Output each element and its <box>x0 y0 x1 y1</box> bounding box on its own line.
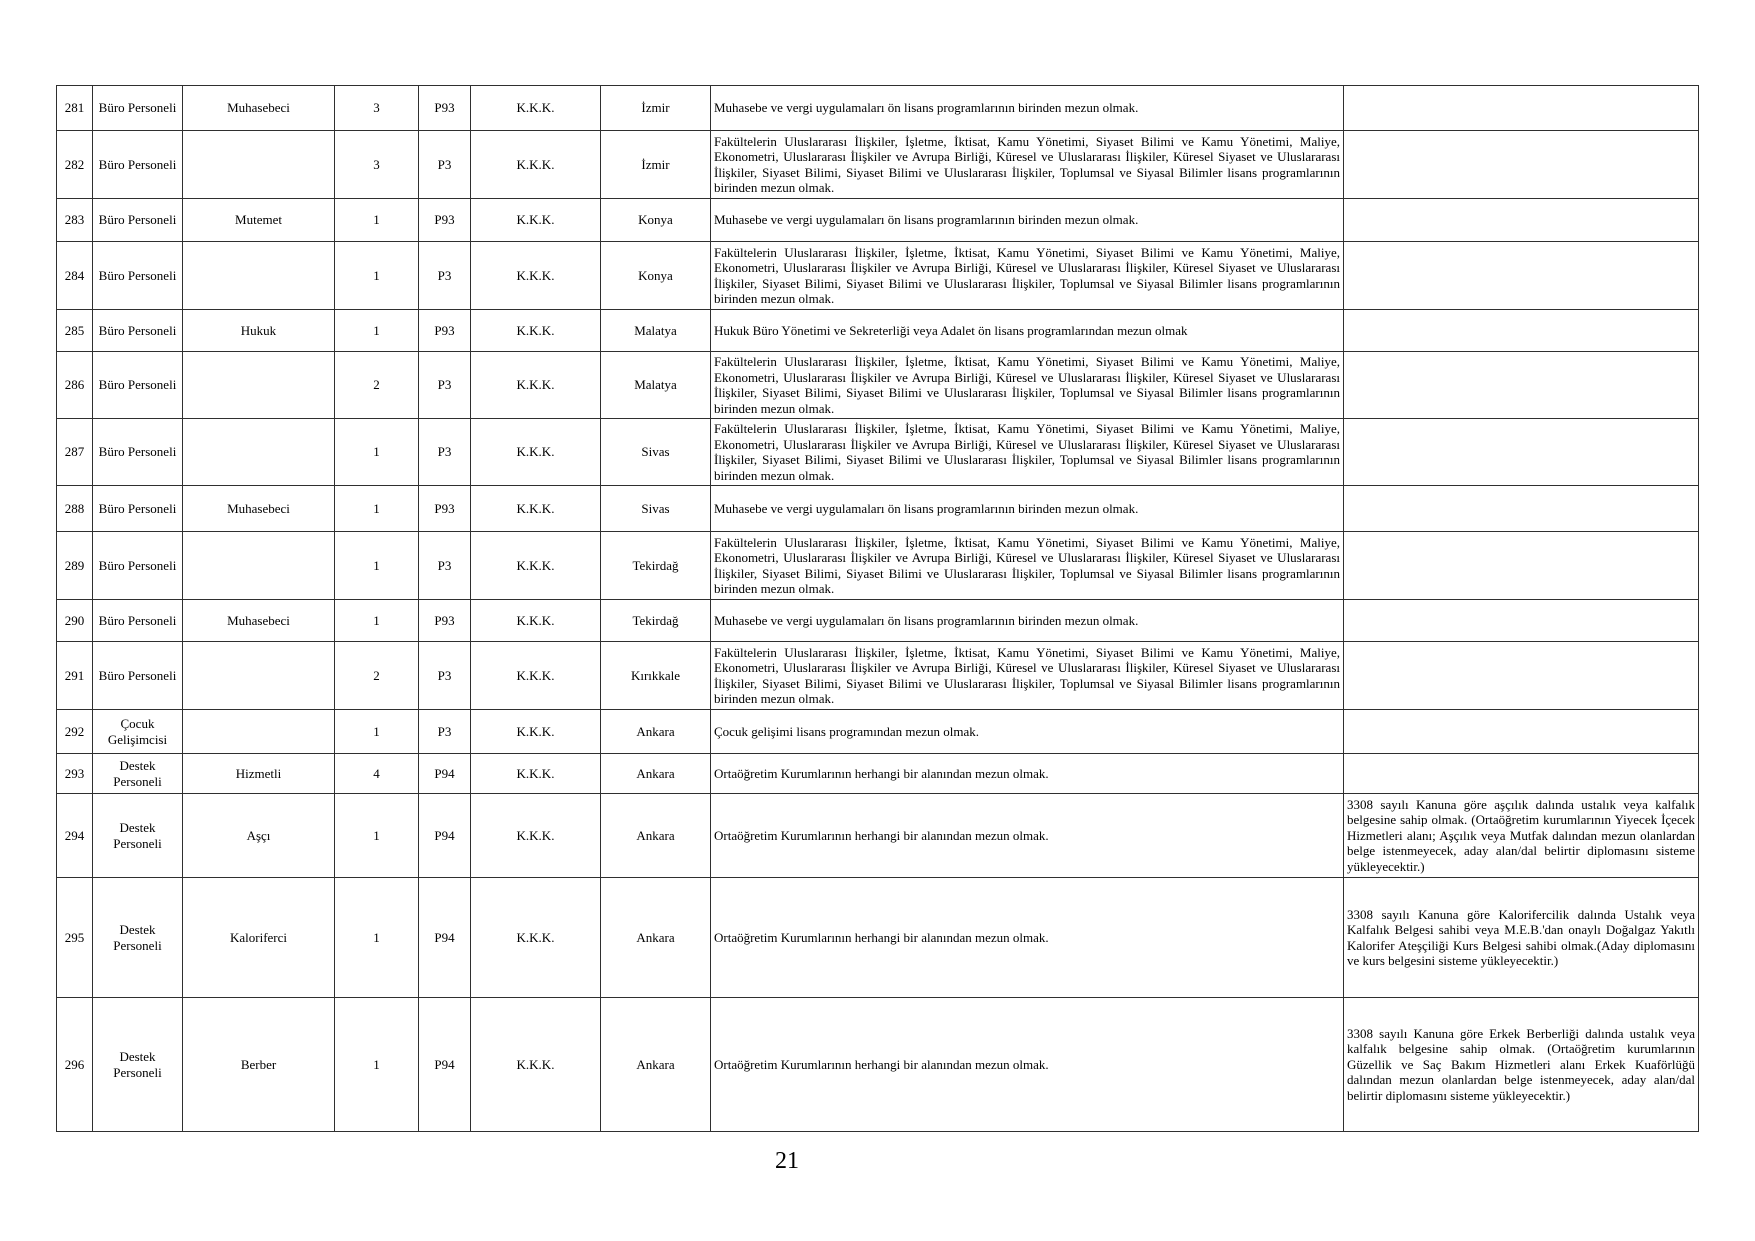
cell-note <box>1344 419 1699 486</box>
cell-title: Aşçı <box>183 794 335 878</box>
cell-requirement: Ortaöğretim Kurumlarının herhangi bir alanından mezun olmak. <box>711 754 1344 794</box>
cell-exam-code: P93 <box>419 199 471 242</box>
page-number: 21 <box>775 1148 799 1174</box>
cell-count: 1 <box>335 878 419 998</box>
cell-requirement: Muhasebe ve vergi uygulamaları ön lisans programlarının birinden mezun olmak. <box>711 486 1344 532</box>
cell-exam-code: P3 <box>419 131 471 199</box>
cell-title: Hizmetli <box>183 754 335 794</box>
cell-row-number: 285 <box>57 310 93 352</box>
cell-requirement: Çocuk gelişimi lisans programından mezun olmak. <box>711 710 1344 754</box>
cell-institution: K.K.K. <box>471 998 601 1132</box>
cell-requirement: Ortaöğretim Kurumlarının herhangi bir alanından mezun olmak. <box>711 794 1344 878</box>
cell-requirement: Fakültelerin Uluslararası İlişkiler, İşletme, İktisat, Kamu Yönetimi, Siyaset Bilimi ve Kamu Yönetimi, Maliye, Ekonometri, Uluslararası İlişkiler ve Avrupa Birliği, Küresel ve Uluslararası İlişkiler, Küresel Siyaset ve Uluslararası İlişkiler, Siyaset Bilimi, Siyaset Bilimi ve Uluslararası İlişkiler, Toplumsal ve Siyasal Bilimler lisans programlarının birinden mezun olmak. <box>711 352 1344 419</box>
cell-institution: K.K.K. <box>471 532 601 600</box>
cell-row-number: 293 <box>57 754 93 794</box>
cell-row-number: 288 <box>57 486 93 532</box>
cell-institution: K.K.K. <box>471 878 601 998</box>
cell-count: 1 <box>335 532 419 600</box>
cell-row-number: 291 <box>57 642 93 710</box>
cell-requirement: Fakültelerin Uluslararası İlişkiler, İşletme, İktisat, Kamu Yönetimi, Siyaset Bilimi ve Kamu Yönetimi, Maliye, Ekonometri, Uluslararası İlişkiler ve Avrupa Birliği, Küresel ve Uluslararası İlişkiler, Küresel Siyaset ve Uluslararası İlişkiler, Siyaset Bilimi, Siyaset Bilimi ve Uluslararası İlişkiler, Toplumsal ve Siyasal Bilimler lisans programlarının birinden mezun olmak. <box>711 532 1344 600</box>
cell-exam-code: P3 <box>419 352 471 419</box>
cell-institution: K.K.K. <box>471 352 601 419</box>
cell-position: Büro Personeli <box>93 419 183 486</box>
cell-city: Malatya <box>601 310 711 352</box>
cell-city: Ankara <box>601 754 711 794</box>
cell-row-number: 294 <box>57 794 93 878</box>
cell-count: 1 <box>335 242 419 310</box>
cell-requirement: Fakültelerin Uluslararası İlişkiler, İşletme, İktisat, Kamu Yönetimi, Siyaset Bilimi ve Kamu Yönetimi, Maliye, Ekonometri, Uluslararası İlişkiler ve Avrupa Birliği, Küresel ve Uluslararası İlişkiler, Küresel Siyaset ve Uluslararası İlişkiler, Siyaset Bilimi, Siyaset Bilimi ve Uluslararası İlişkiler, Toplumsal ve Siyasal Bilimler lisans programlarının birinden mezun olmak. <box>711 642 1344 710</box>
cell-exam-code: P3 <box>419 419 471 486</box>
cell-city: Tekirdağ <box>601 600 711 642</box>
cell-city: Tekirdağ <box>601 532 711 600</box>
cell-count: 3 <box>335 131 419 199</box>
cell-position: Çocuk Gelişimcisi <box>93 710 183 754</box>
cell-requirement: Fakültelerin Uluslararası İlişkiler, İşletme, İktisat, Kamu Yönetimi, Siyaset Bilimi ve Kamu Yönetimi, Maliye, Ekonometri, Uluslararası İlişkiler ve Avrupa Birliği, Küresel ve Uluslararası İlişkiler, Küresel Siyaset ve Uluslararası İlişkiler, Siyaset Bilimi, Siyaset Bilimi ve Uluslararası İlişkiler, Toplumsal ve Siyasal Bilimler lisans programlarının birinden mezun olmak. <box>711 131 1344 199</box>
cell-note <box>1344 242 1699 310</box>
cell-exam-code: P94 <box>419 878 471 998</box>
cell-note <box>1344 86 1699 131</box>
cell-note: 3308 sayılı Kanuna göre Kalorifercilik dalında Ustalık veya Kalfalık Belgesi sahibi veya M.E.B.'dan onaylı Doğalgaz Yakıtlı Kalorifer Ateşçiliği Kurs Belgesi sahibi olmak.(Aday diplomasını ve kurs belgesini sisteme yükleyecektir.) <box>1344 878 1699 998</box>
cell-exam-code: P3 <box>419 710 471 754</box>
cell-requirement: Muhasebe ve vergi uygulamaları ön lisans programlarının birinden mezun olmak. <box>711 86 1344 131</box>
cell-count: 2 <box>335 642 419 710</box>
table-row <box>57 86 1699 131</box>
table-row <box>57 199 1699 242</box>
cell-requirement: Muhasebe ve vergi uygulamaları ön lisans programlarının birinden mezun olmak. <box>711 199 1344 242</box>
cell-note <box>1344 642 1699 710</box>
table-row <box>57 310 1699 352</box>
table-row <box>57 878 1699 998</box>
cell-city: İzmir <box>601 86 711 131</box>
positions-table <box>56 85 1699 1132</box>
table-row <box>57 352 1699 419</box>
cell-city: Kırıkkale <box>601 642 711 710</box>
cell-exam-code: P3 <box>419 642 471 710</box>
cell-title <box>183 131 335 199</box>
cell-institution: K.K.K. <box>471 310 601 352</box>
cell-row-number: 286 <box>57 352 93 419</box>
cell-position: Büro Personeli <box>93 352 183 419</box>
cell-title <box>183 242 335 310</box>
cell-note <box>1344 199 1699 242</box>
cell-requirement: Fakültelerin Uluslararası İlişkiler, İşletme, İktisat, Kamu Yönetimi, Siyaset Bilimi ve Kamu Yönetimi, Maliye, Ekonometri, Uluslararası İlişkiler ve Avrupa Birliği, Küresel ve Uluslararası İlişkiler, Küresel Siyaset ve Uluslararası İlişkiler, Siyaset Bilimi, Siyaset Bilimi ve Uluslararası İlişkiler, Toplumsal ve Siyasal Bilimler lisans programlarının birinden mezun olmak. <box>711 242 1344 310</box>
cell-institution: K.K.K. <box>471 642 601 710</box>
cell-row-number: 295 <box>57 878 93 998</box>
cell-row-number: 284 <box>57 242 93 310</box>
cell-city: Ankara <box>601 878 711 998</box>
cell-requirement: Muhasebe ve vergi uygulamaları ön lisans programlarının birinden mezun olmak. <box>711 600 1344 642</box>
cell-row-number: 290 <box>57 600 93 642</box>
cell-note <box>1344 600 1699 642</box>
cell-position: Destek Personeli <box>93 998 183 1132</box>
cell-exam-code: P93 <box>419 86 471 131</box>
table-body <box>57 86 1699 1132</box>
cell-note <box>1344 310 1699 352</box>
cell-position: Büro Personeli <box>93 486 183 532</box>
cell-title <box>183 710 335 754</box>
cell-institution: K.K.K. <box>471 754 601 794</box>
cell-note <box>1344 131 1699 199</box>
cell-note: 3308 sayılı Kanuna göre Erkek Berberliği dalında ustalık veya kalfalık belgesine sahip olmak. (Ortaöğretim kurumlarının Güzellik ve Saç Bakım Hizmetleri alanı Erkek Kuaförlüğü dalından mezun olanlardan belge istenmeyecek, aday alan/dal belirtir diplomasını sisteme yükleyecektir.) <box>1344 998 1699 1132</box>
table-row <box>57 754 1699 794</box>
table-row <box>57 532 1699 600</box>
cell-city: Konya <box>601 242 711 310</box>
cell-row-number: 282 <box>57 131 93 199</box>
cell-city: Sivas <box>601 486 711 532</box>
cell-title: Muhasebeci <box>183 600 335 642</box>
cell-institution: K.K.K. <box>471 86 601 131</box>
cell-position: Büro Personeli <box>93 600 183 642</box>
table-row <box>57 419 1699 486</box>
cell-institution: K.K.K. <box>471 199 601 242</box>
table-row <box>57 998 1699 1132</box>
cell-count: 2 <box>335 352 419 419</box>
table-row <box>57 710 1699 754</box>
table-row <box>57 600 1699 642</box>
cell-row-number: 283 <box>57 199 93 242</box>
cell-title: Muhasebeci <box>183 86 335 131</box>
cell-exam-code: P94 <box>419 754 471 794</box>
cell-title: Muhasebeci <box>183 486 335 532</box>
cell-city: Ankara <box>601 998 711 1132</box>
cell-institution: K.K.K. <box>471 710 601 754</box>
cell-exam-code: P93 <box>419 310 471 352</box>
cell-position: Büro Personeli <box>93 86 183 131</box>
cell-exam-code: P93 <box>419 600 471 642</box>
cell-title: Hukuk <box>183 310 335 352</box>
cell-note <box>1344 486 1699 532</box>
cell-city: Ankara <box>601 710 711 754</box>
table-row <box>57 131 1699 199</box>
cell-city: Sivas <box>601 419 711 486</box>
cell-city: Konya <box>601 199 711 242</box>
cell-note <box>1344 352 1699 419</box>
cell-row-number: 289 <box>57 532 93 600</box>
cell-title <box>183 419 335 486</box>
cell-title <box>183 352 335 419</box>
table-row <box>57 486 1699 532</box>
cell-title: Mutemet <box>183 199 335 242</box>
cell-row-number: 281 <box>57 86 93 131</box>
cell-note <box>1344 710 1699 754</box>
cell-note <box>1344 754 1699 794</box>
cell-position: Büro Personeli <box>93 642 183 710</box>
cell-title: Kaloriferci <box>183 878 335 998</box>
cell-exam-code: P94 <box>419 794 471 878</box>
cell-position: Destek Personeli <box>93 878 183 998</box>
cell-city: Malatya <box>601 352 711 419</box>
cell-institution: K.K.K. <box>471 486 601 532</box>
cell-exam-code: P93 <box>419 486 471 532</box>
cell-row-number: 287 <box>57 419 93 486</box>
cell-title: Berber <box>183 998 335 1132</box>
cell-position: Büro Personeli <box>93 532 183 600</box>
cell-position: Destek Personeli <box>93 794 183 878</box>
cell-row-number: 296 <box>57 998 93 1132</box>
cell-count: 1 <box>335 998 419 1132</box>
cell-city: Ankara <box>601 794 711 878</box>
cell-institution: K.K.K. <box>471 131 601 199</box>
cell-count: 1 <box>335 199 419 242</box>
cell-count: 1 <box>335 710 419 754</box>
table-row <box>57 642 1699 710</box>
cell-institution: K.K.K. <box>471 794 601 878</box>
cell-institution: K.K.K. <box>471 600 601 642</box>
cell-count: 1 <box>335 419 419 486</box>
table-row <box>57 794 1699 878</box>
cell-city: İzmir <box>601 131 711 199</box>
cell-requirement: Fakültelerin Uluslararası İlişkiler, İşletme, İktisat, Kamu Yönetimi, Siyaset Bilimi ve Kamu Yönetimi, Maliye, Ekonometri, Uluslararası İlişkiler ve Avrupa Birliği, Küresel ve Uluslararası İlişkiler, Küresel Siyaset ve Uluslararası İlişkiler, Siyaset Bilimi, Siyaset Bilimi ve Uluslararası İlişkiler, Toplumsal ve Siyasal Bilimler lisans programlarının birinden mezun olmak. <box>711 419 1344 486</box>
cell-position: Büro Personeli <box>93 131 183 199</box>
cell-title <box>183 642 335 710</box>
cell-exam-code: P3 <box>419 532 471 600</box>
cell-position: Büro Personeli <box>93 242 183 310</box>
cell-position: Büro Personeli <box>93 310 183 352</box>
cell-title <box>183 532 335 600</box>
table-row <box>57 242 1699 310</box>
cell-position: Büro Personeli <box>93 199 183 242</box>
cell-position: Destek Personeli <box>93 754 183 794</box>
cell-count: 1 <box>335 794 419 878</box>
cell-institution: K.K.K. <box>471 242 601 310</box>
cell-requirement: Hukuk Büro Yönetimi ve Sekreterliği veya Adalet ön lisans programlarından mezun olmak <box>711 310 1344 352</box>
cell-requirement: Ortaöğretim Kurumlarının herhangi bir alanından mezun olmak. <box>711 998 1344 1132</box>
cell-exam-code: P94 <box>419 998 471 1132</box>
cell-count: 4 <box>335 754 419 794</box>
cell-count: 1 <box>335 600 419 642</box>
cell-note <box>1344 532 1699 600</box>
cell-institution: K.K.K. <box>471 419 601 486</box>
cell-row-number: 292 <box>57 710 93 754</box>
cell-count: 1 <box>335 310 419 352</box>
cell-count: 1 <box>335 486 419 532</box>
cell-requirement: Ortaöğretim Kurumlarının herhangi bir alanından mezun olmak. <box>711 878 1344 998</box>
cell-note: 3308 sayılı Kanuna göre aşçılık dalında ustalık veya kalfalık belgesine sahip olmak. (Ortaöğretim kurumlarının Yiyecek İçecek Hizmetleri alanı; Aşçılık veya Mutfak dalından mezun olanlardan belge istenmeyecek, aday alan/dal belirtir diplomasını sisteme yükleyecektir.) <box>1344 794 1699 878</box>
cell-count: 3 <box>335 86 419 131</box>
cell-exam-code: P3 <box>419 242 471 310</box>
